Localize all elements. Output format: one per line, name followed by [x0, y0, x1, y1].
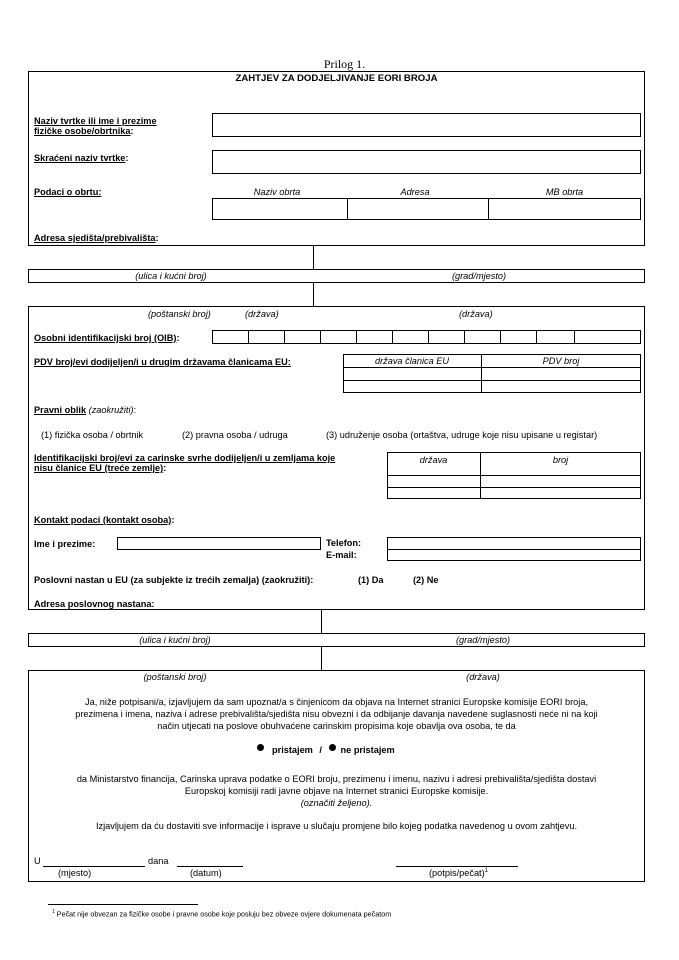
establishment-country-caption: (država)	[466, 672, 500, 682]
declaration-intro	[34, 696, 639, 732]
oib-cell-divider	[356, 330, 357, 344]
oib-input[interactable]	[212, 330, 641, 344]
craft-col-address: Adresa	[400, 187, 430, 197]
declaration-line-1: Ja, niže potpisani/a, izjavljujem da sam upoznat/a s činjenicom da objava na Internet stranici Europske komisije EORI broja,	[84, 697, 588, 707]
vat-col-state: država članica EU	[374, 356, 450, 366]
third-country-table-divider	[387, 487, 641, 488]
seat-country-caption-2: (država)	[459, 309, 493, 319]
consent-disagree-bullet-icon[interactable]	[329, 744, 336, 751]
seat-postal-caption: (poštanski broj)	[148, 309, 211, 319]
vat-table-divider	[343, 380, 641, 381]
contact-phone-label: Telefon:	[326, 538, 362, 548]
craft-col-mb: MB obrta	[545, 187, 584, 197]
third-country-label: Identifikacijski broj/evi za carinske svrhe dodijeljen/i u zemljama koje nisu članice EU (treće zemlje):	[34, 453, 336, 473]
establishment-postal-input[interactable]	[28, 646, 322, 671]
oib-cell-divider	[284, 330, 285, 344]
establishment-street-caption: (ulica i kućni broj)	[139, 635, 211, 645]
contact-label: Kontakt podaci (kontakt osoba):	[34, 515, 175, 525]
footnote-text: Pečat nije obvezan za fizičke osobe i pravne osobe koje posluju bez obveze ovjere dokumenata pečatom	[56, 909, 392, 919]
oib-cell-divider	[464, 330, 465, 344]
craft-name-input[interactable]	[212, 198, 348, 220]
third-country-state-input[interactable]	[388, 476, 480, 487]
signature-in-word: U	[34, 856, 41, 866]
signature-date-word: dana	[148, 856, 169, 866]
contact-email-input[interactable]	[388, 550, 640, 560]
declaration-line-4: da Ministarstvo financija, Carinska uprava podatke o EORI broju, prezimenu i imenu, nazivu i adresi prebivališta/sjedišta dostavi	[76, 774, 597, 784]
oib-cell-divider	[536, 330, 537, 344]
form-title: ZAHTJEV ZA DODJELJIVANJE EORI BROJA	[235, 73, 438, 84]
contact-phone-input[interactable]	[388, 538, 640, 549]
oib-cell-divider	[428, 330, 429, 344]
legal-form-option-2[interactable]: (2) pravna osoba / udruga	[182, 430, 288, 440]
company-name-label-line2: fizičke osobe/obrtnika	[34, 126, 131, 136]
footnote-separator	[48, 904, 198, 905]
short-name-input[interactable]	[212, 150, 641, 174]
legal-form-option-1[interactable]: (1) fizička osoba / obrtnik	[41, 430, 144, 440]
oib-label: Osobni identifikacijski broj (OIB):	[34, 333, 180, 343]
seat-postal-input[interactable]	[28, 282, 314, 307]
oib-cell-divider	[574, 330, 575, 344]
consent-agree-bullet-icon[interactable]	[257, 744, 264, 751]
seat-address-label: Adresa sjedišta/prebivališta:	[34, 233, 159, 243]
date-line[interactable]	[177, 866, 243, 867]
consent-disagree-option[interactable]: ne pristajem	[340, 745, 395, 755]
seat-street-input[interactable]	[28, 245, 314, 270]
establishment-street-input[interactable]	[28, 609, 322, 634]
oib-cell-divider	[500, 330, 501, 344]
place-caption: (mjesto)	[58, 868, 92, 878]
legal-form-label: Pravni oblik (zaokružiti):	[34, 405, 137, 415]
seat-country-caption-1: (država)	[245, 309, 279, 319]
establishment-option-yes[interactable]: (1) Da	[358, 575, 384, 585]
oib-cell-divider	[320, 330, 321, 344]
legal-form-option-3[interactable]: (3) udruženje osoba (ortaštva, udruge koje nisu upisane u registar)	[326, 430, 598, 440]
third-country-col-number: broj	[552, 455, 569, 465]
company-name-input[interactable]	[212, 113, 641, 137]
establishment-option-no[interactable]: (2) Ne	[413, 575, 439, 585]
vat-state-input[interactable]	[344, 368, 481, 380]
consent-choice	[257, 744, 395, 755]
craft-mb-input[interactable]	[488, 198, 641, 220]
oib-cell-divider	[392, 330, 393, 344]
place-line[interactable]	[43, 866, 145, 867]
declaration-line-7: Izjavljujem da ću dostaviti sve informacije i isprave u slučaju promjene bilo kojeg podatka navedenog u ovom zahtjevu.	[95, 821, 578, 831]
establishment-city-input[interactable]	[321, 609, 645, 634]
seat-city-input[interactable]	[313, 245, 645, 270]
declaration-line-3: način utjecati na poslove obuhvaćene carinskim propisima koje obavlja ova osoba, te da	[157, 721, 516, 731]
third-country-col-country: država	[419, 455, 448, 465]
signature-caption: (potpis/pečat)$^1$	[429, 868, 489, 879]
footnote	[52, 909, 391, 918]
third-country-number-input[interactable]	[481, 476, 640, 487]
short-name-label: Skraćeni naziv tvrtke:	[34, 153, 129, 163]
oib-cell-divider	[248, 330, 249, 344]
company-name-label: Naziv tvrtke ili ime i prezime fizičke osobe/obrtnika:	[34, 116, 157, 136]
declaration-line-5: Europskoj komisiji radi javne objave na Internet stranici Europske komisije.	[184, 786, 489, 796]
footnote-mark: 1	[52, 909, 55, 915]
declaration-line-6: (označiti željeno).	[300, 798, 373, 808]
date-caption: (datum)	[190, 868, 222, 878]
craft-address-input[interactable]	[347, 198, 489, 220]
craft-col-name: Naziv obrta	[253, 187, 301, 197]
establishment-question: Poslovni nastan u EU (za subjekte iz trećih zemalja) (zaokružiti):	[34, 575, 314, 585]
seat-street-caption: (ulica i kućni broj)	[135, 271, 207, 281]
declaration-consent-text	[34, 773, 639, 809]
vat-label: PDV broj/evi dodijeljen/i u drugim državama članicama EU:	[34, 357, 291, 367]
company-name-label-line1: Naziv tvrtke ili ime i prezime	[34, 116, 157, 126]
declaration-line-2: prezimena i imena, naziva i adrese prebivališta/sjedišta nisu obvezni i da odbijanje davanja navedene suglasnosti neće ni na koji	[75, 709, 598, 719]
craft-label: Podaci o obrtu:	[34, 187, 102, 197]
contact-name-input[interactable]	[117, 537, 321, 550]
establishment-country-input[interactable]	[321, 646, 645, 671]
establishment-postal-caption: (poštanski broj)	[143, 672, 207, 682]
vat-col-number: PDV broj	[542, 356, 580, 366]
contact-name-label: Ime i prezime:	[34, 539, 96, 549]
annex-label: Prilog 1.	[323, 57, 366, 71]
consent-agree-option[interactable]: pristajem	[272, 745, 313, 755]
establishment-city-caption: (grad/mjesto)	[455, 635, 511, 645]
consent-separator: /	[319, 745, 322, 755]
seat-city-caption: (grad/mjesto)	[451, 271, 507, 281]
vat-number-input[interactable]	[482, 368, 640, 380]
contact-email-label: E-mail:	[326, 550, 357, 560]
signature-line[interactable]	[396, 866, 518, 867]
establishment-address-label: Adresa poslovnog nastana:	[34, 599, 155, 609]
footnote-reference: 1	[484, 868, 489, 874]
seat-country-input[interactable]	[313, 282, 645, 307]
